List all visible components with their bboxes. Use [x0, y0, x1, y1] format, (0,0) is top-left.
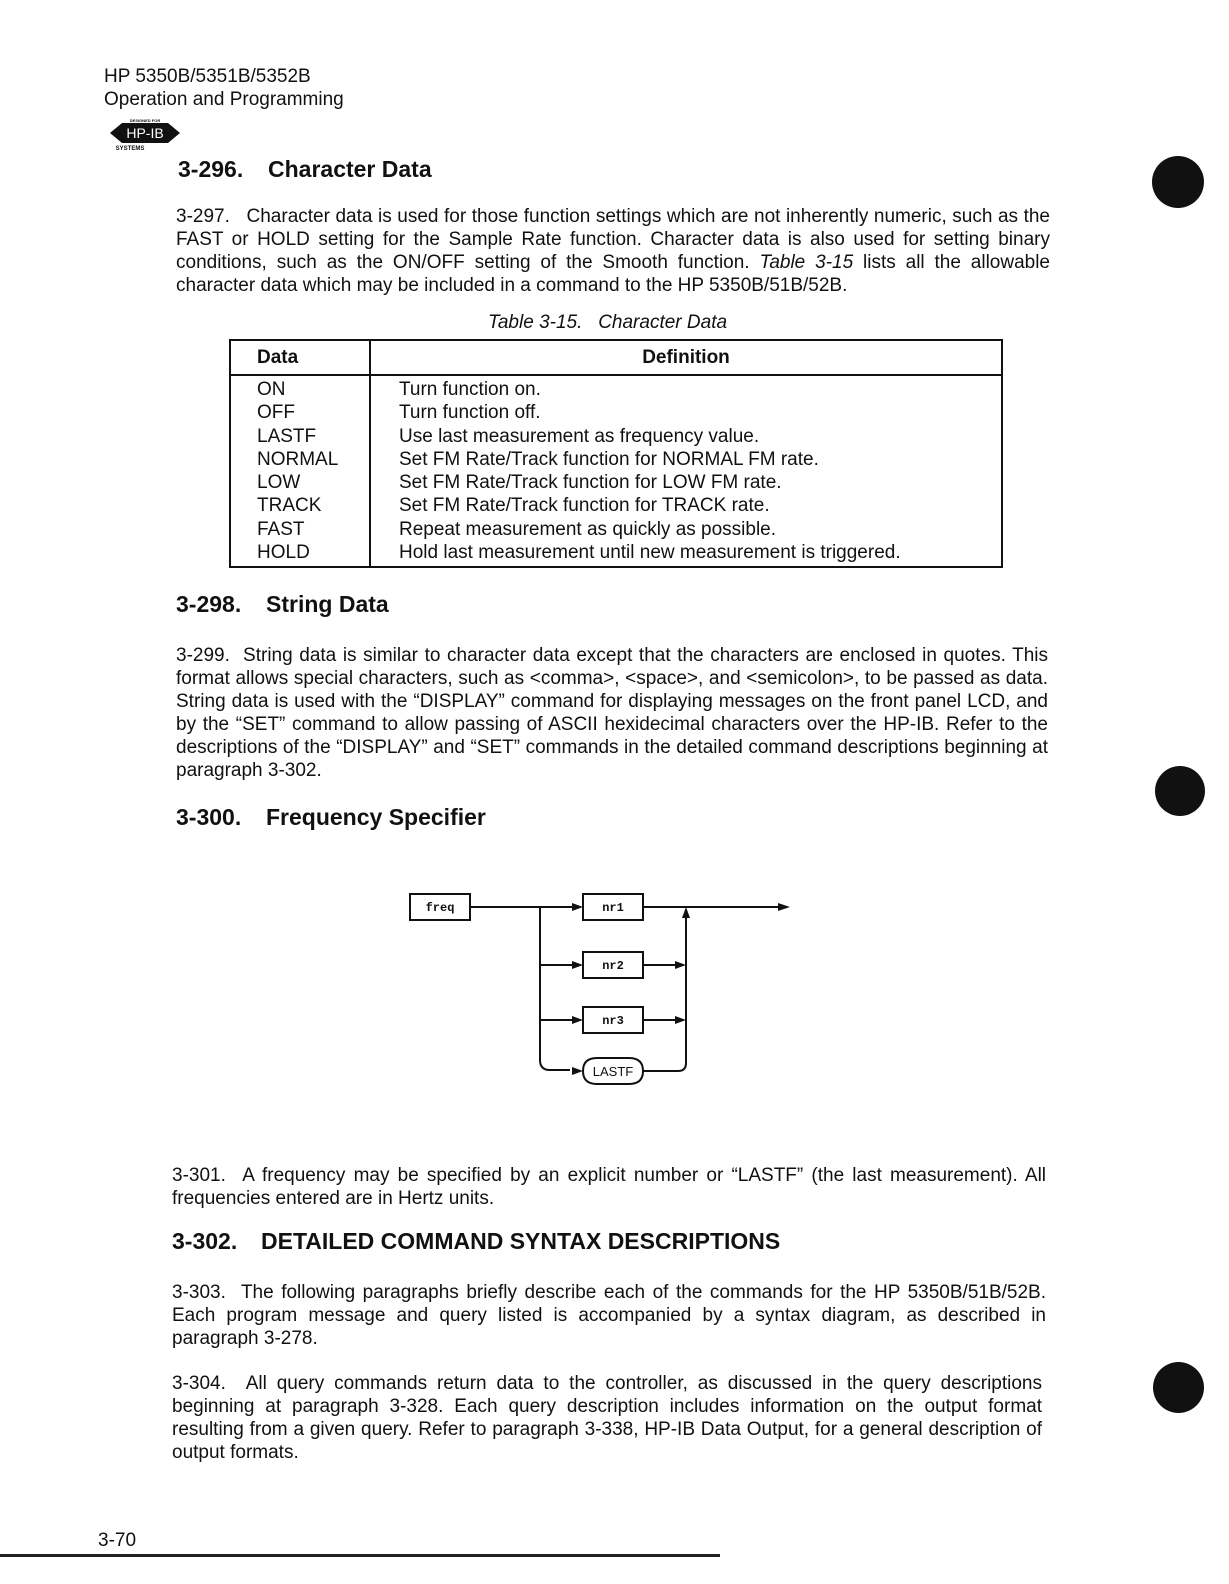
nr2-label: nr2	[602, 959, 624, 973]
table-row-definition: Set FM Rate/Track function for TRACK rate.	[399, 495, 770, 517]
paragraph-3-303: 3-303. The following paragraphs briefly describe each of the commands for the HP 5350B/51B/52B. Each program message and query listed is accompanied by a syntax diagram, as described in paragraph 3-278.	[172, 1282, 1046, 1349]
nr1-label: nr1	[602, 901, 624, 915]
section-heading-3-300: 3-300. Frequency Specifier	[176, 804, 486, 830]
table-row-definition: Turn function on.	[399, 379, 541, 400]
paragraph-3-299: 3-299. String data is similar to character data except that the characters are enclosed in quotes. This format allows special characters, such as <comma>, <space>, and <semicolon>, to be passed as data. String data is used with the “DISPLAY” command for displaying messages on the front panel LCD, and by the “SET” command to allow passing of ASCII hexidecimal characters over the HP-IB. Refer to the descriptions of the “DISPLAY” and “SET” commands in the detailed command descriptions beginning at paragraph 3-302.	[176, 645, 1048, 781]
document-model: HP 5350B/5351B/5352B	[104, 66, 311, 87]
hp-ib-systems-logo	[104, 118, 186, 152]
data-column-cell	[230, 375, 370, 567]
svg-text:SYSTEMS: SYSTEMS	[115, 146, 145, 152]
table-row-data: TRACK	[257, 495, 322, 517]
definition-column-cell	[370, 375, 1002, 567]
section-heading-3-302: 3-302. DETAILED COMMAND SYNTAX DESCRIPTIONS	[172, 1228, 781, 1254]
paragraph-3-304: 3-304. All query commands return data to the controller, as discussed in the query descriptions beginning at paragraph 3-328. Each query description includes information on the output format resulting from a given query. Refer to paragraph 3-338, HP-IB Data Output, for a general description of output formats.	[172, 1373, 1042, 1463]
section-heading-3-298: 3-298. String Data	[176, 591, 389, 617]
page-number: 3-70	[98, 1530, 137, 1551]
column-header-definition: Definition	[370, 340, 1002, 375]
paragraph-3-301: 3-301. A frequency may be specified by an explicit number or “LASTF” (the last measurement). All frequencies entered are in Hertz units.	[172, 1165, 1047, 1209]
binder-hole	[1155, 766, 1205, 816]
table-row-data: LOW	[257, 472, 301, 494]
table-row-data: ON	[257, 379, 286, 400]
table-row-definition: Turn function off.	[399, 402, 541, 424]
binder-hole	[1152, 156, 1204, 208]
table-row-data: OFF	[257, 402, 295, 424]
table-row-data: NORMAL	[257, 448, 339, 470]
table-row-definition: Hold last measurement until new measurement is triggered.	[399, 542, 901, 564]
svg-text:DESIGNED FOR: DESIGNED FOR	[129, 118, 161, 123]
frequency-syntax-diagram	[400, 880, 800, 1100]
section-heading-3-296: 3-296. Character Data	[178, 156, 432, 182]
bottom-rule	[0, 1554, 720, 1557]
table-row-definition: Set FM Rate/Track function for NORMAL FM rate.	[399, 448, 819, 470]
binder-hole	[1153, 1362, 1204, 1413]
table-row-definition: Use last measurement as frequency value.	[399, 425, 760, 447]
table-row-definition: Repeat measurement as quickly as possible.	[399, 518, 777, 540]
nr3-label: nr3	[602, 1014, 624, 1028]
table-row-data: HOLD	[257, 542, 310, 564]
paragraph-3-297: 3-297. Character data is used for those function settings which are not inherently numeric, such as the FAST or HOLD setting for the Sample Rate function. Character data is also used for setting binary conditions, such as the ON/OFF setting of the Smooth function. Table 3-15 lists all the allowable character data which may be included in a command to the HP 5350B/51B/52B.	[176, 206, 1051, 296]
freq-label: freq	[425, 901, 455, 915]
character-data-table	[229, 339, 1003, 568]
table-row-definition: Set FM Rate/Track function for LOW FM rate.	[399, 472, 782, 494]
table-row-data: FAST	[257, 518, 305, 540]
document-subtitle: Operation and Programming	[104, 89, 344, 110]
svg-text:HP-IB: HP-IB	[126, 125, 164, 141]
table-row-data: LASTF	[257, 425, 317, 447]
table-caption: Table 3-15. Character Data	[488, 312, 728, 333]
lastf-label: LASTF	[592, 1064, 634, 1079]
column-header-data: Data	[230, 340, 370, 375]
